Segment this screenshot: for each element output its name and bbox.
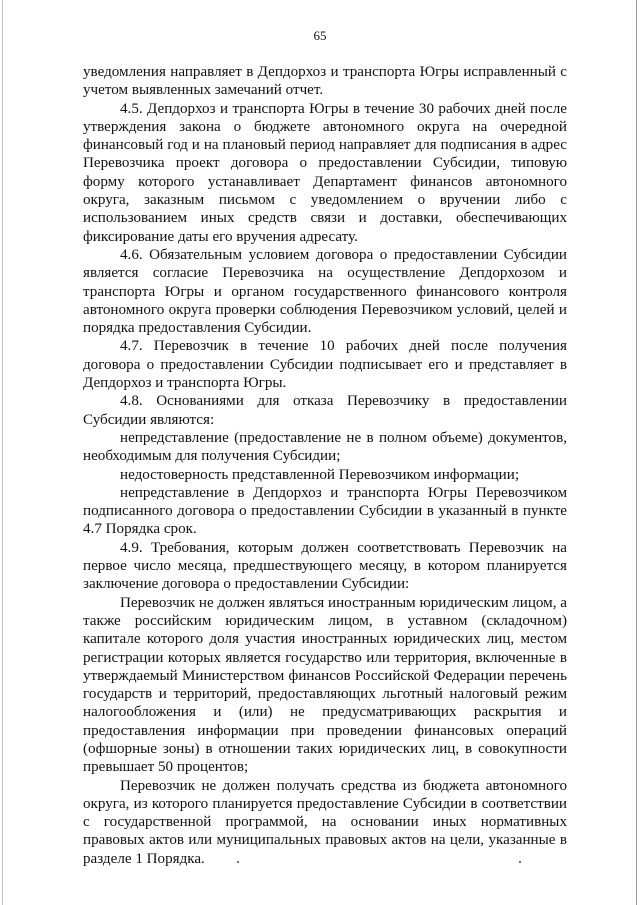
paragraph-4-7: 4.7. Перевозчик в течение 10 рабочих дней после получения договора о предоставлении Субсидии подписывает его и представляет в Депдорхоз и транспорта Югры. [83, 338, 567, 392]
paragraph-4-5: 4.5. Депдорхоз и транспорта Югры в течение 30 рабочих дней после утверждения закона о бюджете автономного округа на очередной финансовый год и на плановый период направляет для подписания в адрес Перевозчика проект договора о предоставлении Субсидии, типовую форму которого устанавливает Департамент финансов автономного округа, заказным письмом с уведомлением о вручении либо с использованием иных средств связи и доставки, обеспечивающих фиксирование даты его вручения адресату. [83, 100, 567, 245]
scan-right-edge [636, 0, 637, 905]
scan-left-edge [2, 0, 3, 905]
scan-speck [237, 861, 239, 863]
refusal-reason-3: непредставление в Депдорхоз и транспорта Югры Перевозчиком подписанного договора о предоставлении Субсидии в указанный в пункте 4.7 Порядка срок. [83, 484, 567, 538]
requirement-1: Перевозчик не должен являться иностранным юридическим лицом, а также российским юридическим лицом, в уставном (складочном) капитале которого доля участия иностранных юридических лиц, местом регистрации которых является государство или территория, включенные в утверждаемый Министерством финансов Российской Федерации перечень государств и территорий, предоставляющих льготный налоговый режим налогообложения и (или) не предусматривающих раскрытия и предоставления информации при проведении финансовых операций (офшорные зоны) в отношении таких юридических лиц, в совокупности превышает 50 процентов; [83, 594, 567, 776]
refusal-reason-1: непредставление (предоставление не в полном объеме) документов, необходимым для получения Субсидии; [83, 429, 567, 465]
refusal-reason-2: недостоверность представленной Перевозчиком информации; [120, 466, 520, 483]
scan-speck [519, 861, 521, 863]
paragraph-4-9: 4.9. Требования, которым должен соответствовать Перевозчик на первое число месяца, предшествующего месяцу, в котором планируется заключение договора о предоставлении Субсидии: [83, 539, 567, 593]
paragraph-4-8: 4.8. Основаниями для отказа Перевозчику в предоставлении Субсидии являются: [83, 393, 567, 428]
page-number: 65 [313, 28, 327, 43]
requirement-2: Перевозчик не должен получать средства из бюджета автономного округа, из которого планируется предоставление Субсидии в соответствии с государственной программой, на основании иных нормативных правовых актов или муниципальных правовых актов на цели, указанные в разделе 1 Порядка. [83, 777, 567, 867]
document-body [83, 63, 567, 868]
paragraph-4-6: 4.6. Обязательным условием договора о предоставлении Субсидии является согласие Перевозчика на осуществление Депдорхозом и транспорта Югры и органом государственного финансового контроля автономного округа проверки соблюдения Перевозчиком условий, целей и порядка предоставления Субсидии. [83, 246, 567, 337]
paragraph-continuation: уведомления направляет в Депдорхоз и транспорта Югры исправленный с учетом выявленных замечаний отчет. [83, 64, 567, 99]
